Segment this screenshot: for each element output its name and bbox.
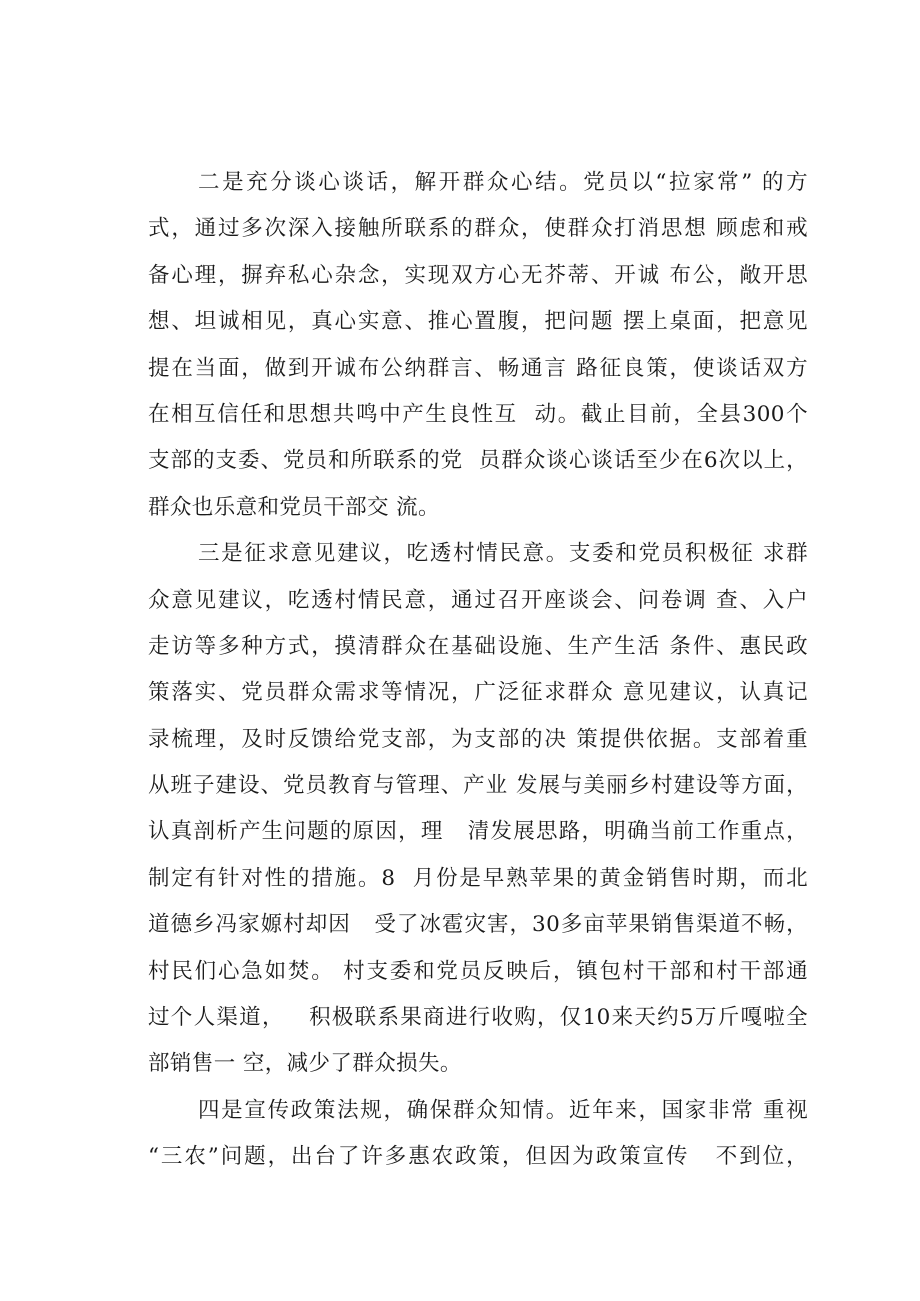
text-line: 走访等多种方式，摸清群众在基础设施、生产生活 条件、惠民政 xyxy=(148,633,808,659)
text-line: 式，通过多次深入接触所联系的群众，使群众打消思想 顾虑和戒 xyxy=(148,216,808,242)
text-line: 众意见建议，吃透村情民意，通过召开座谈会、问卷调 查、入户 xyxy=(148,587,808,613)
text-line: 制定有针对性的措施。8 月份是早熟苹果的黄金销售时期，而北 xyxy=(148,865,808,891)
paragraph-opinions xyxy=(148,531,808,1088)
text-line: 村民们心急如焚。 村支委和党员反映后，镇包村干部和村干部通 xyxy=(148,958,808,984)
paragraph-talk xyxy=(148,160,808,531)
text-line: 群众也乐意和党员干部交 流。 xyxy=(148,494,440,520)
text-line: 录梳理，及时反馈给党支部，为支部的决 策提供依据。支部着重 xyxy=(148,726,808,752)
text-line: 过个人渠道， 积极联系果商进行收购，仅10来天约5万斤嘎啦全 xyxy=(148,1005,808,1031)
paragraph-policy xyxy=(148,1088,808,1181)
text-line: 在相互信任和思想共鸣中产生良性互 动。截止目前，全县300个 xyxy=(148,401,808,427)
text-line: 备心理，摒弃私心杂念，实现双方心无芥蒂、开诚 布公，敞开思 xyxy=(148,262,808,288)
text-line: “三农”问题，出台了许多惠农政策，但因为政策宣传 不到位， xyxy=(148,1144,808,1170)
text-line: 三是征求意见建议，吃透村情民意。支委和党员积极征 求群 xyxy=(198,541,808,567)
text-line: 提在当面，做到开诚布公纳群言、畅通言 路征良策，使谈话双方 xyxy=(148,355,808,381)
text-line: 道德乡冯家嫄村却因 受了冰雹灾害，30多亩苹果销售渠道不畅， xyxy=(148,912,808,938)
text-line: 从班子建设、党员教育与管理、产业 发展与美丽乡村建设等方面， xyxy=(148,773,808,799)
document-body xyxy=(148,160,808,1181)
text-line: 策落实、党员群众需求等情况，广泛征求群众 意见建议，认真记 xyxy=(148,680,808,706)
text-line: 部销售一 空，减少了群众损失。 xyxy=(148,1051,462,1077)
text-line: 想、坦诚相见，真心实意、推心置腹，把问题 摆上桌面，把意见 xyxy=(148,309,808,335)
text-line: 认真剖析产生问题的原因，理 清发展思路，明确当前工作重点， xyxy=(148,819,808,845)
text-line: 四是宣传政策法规，确保群众知情。近年来，国家非常 重视 xyxy=(198,1097,808,1123)
text-line: 二是充分谈心谈话，解开群众心结。党员以“拉家常” 的方 xyxy=(198,170,808,195)
text-line: 支部的支委、党员和所联系的党 员群众谈心谈话至少在6次以上， xyxy=(148,448,808,474)
